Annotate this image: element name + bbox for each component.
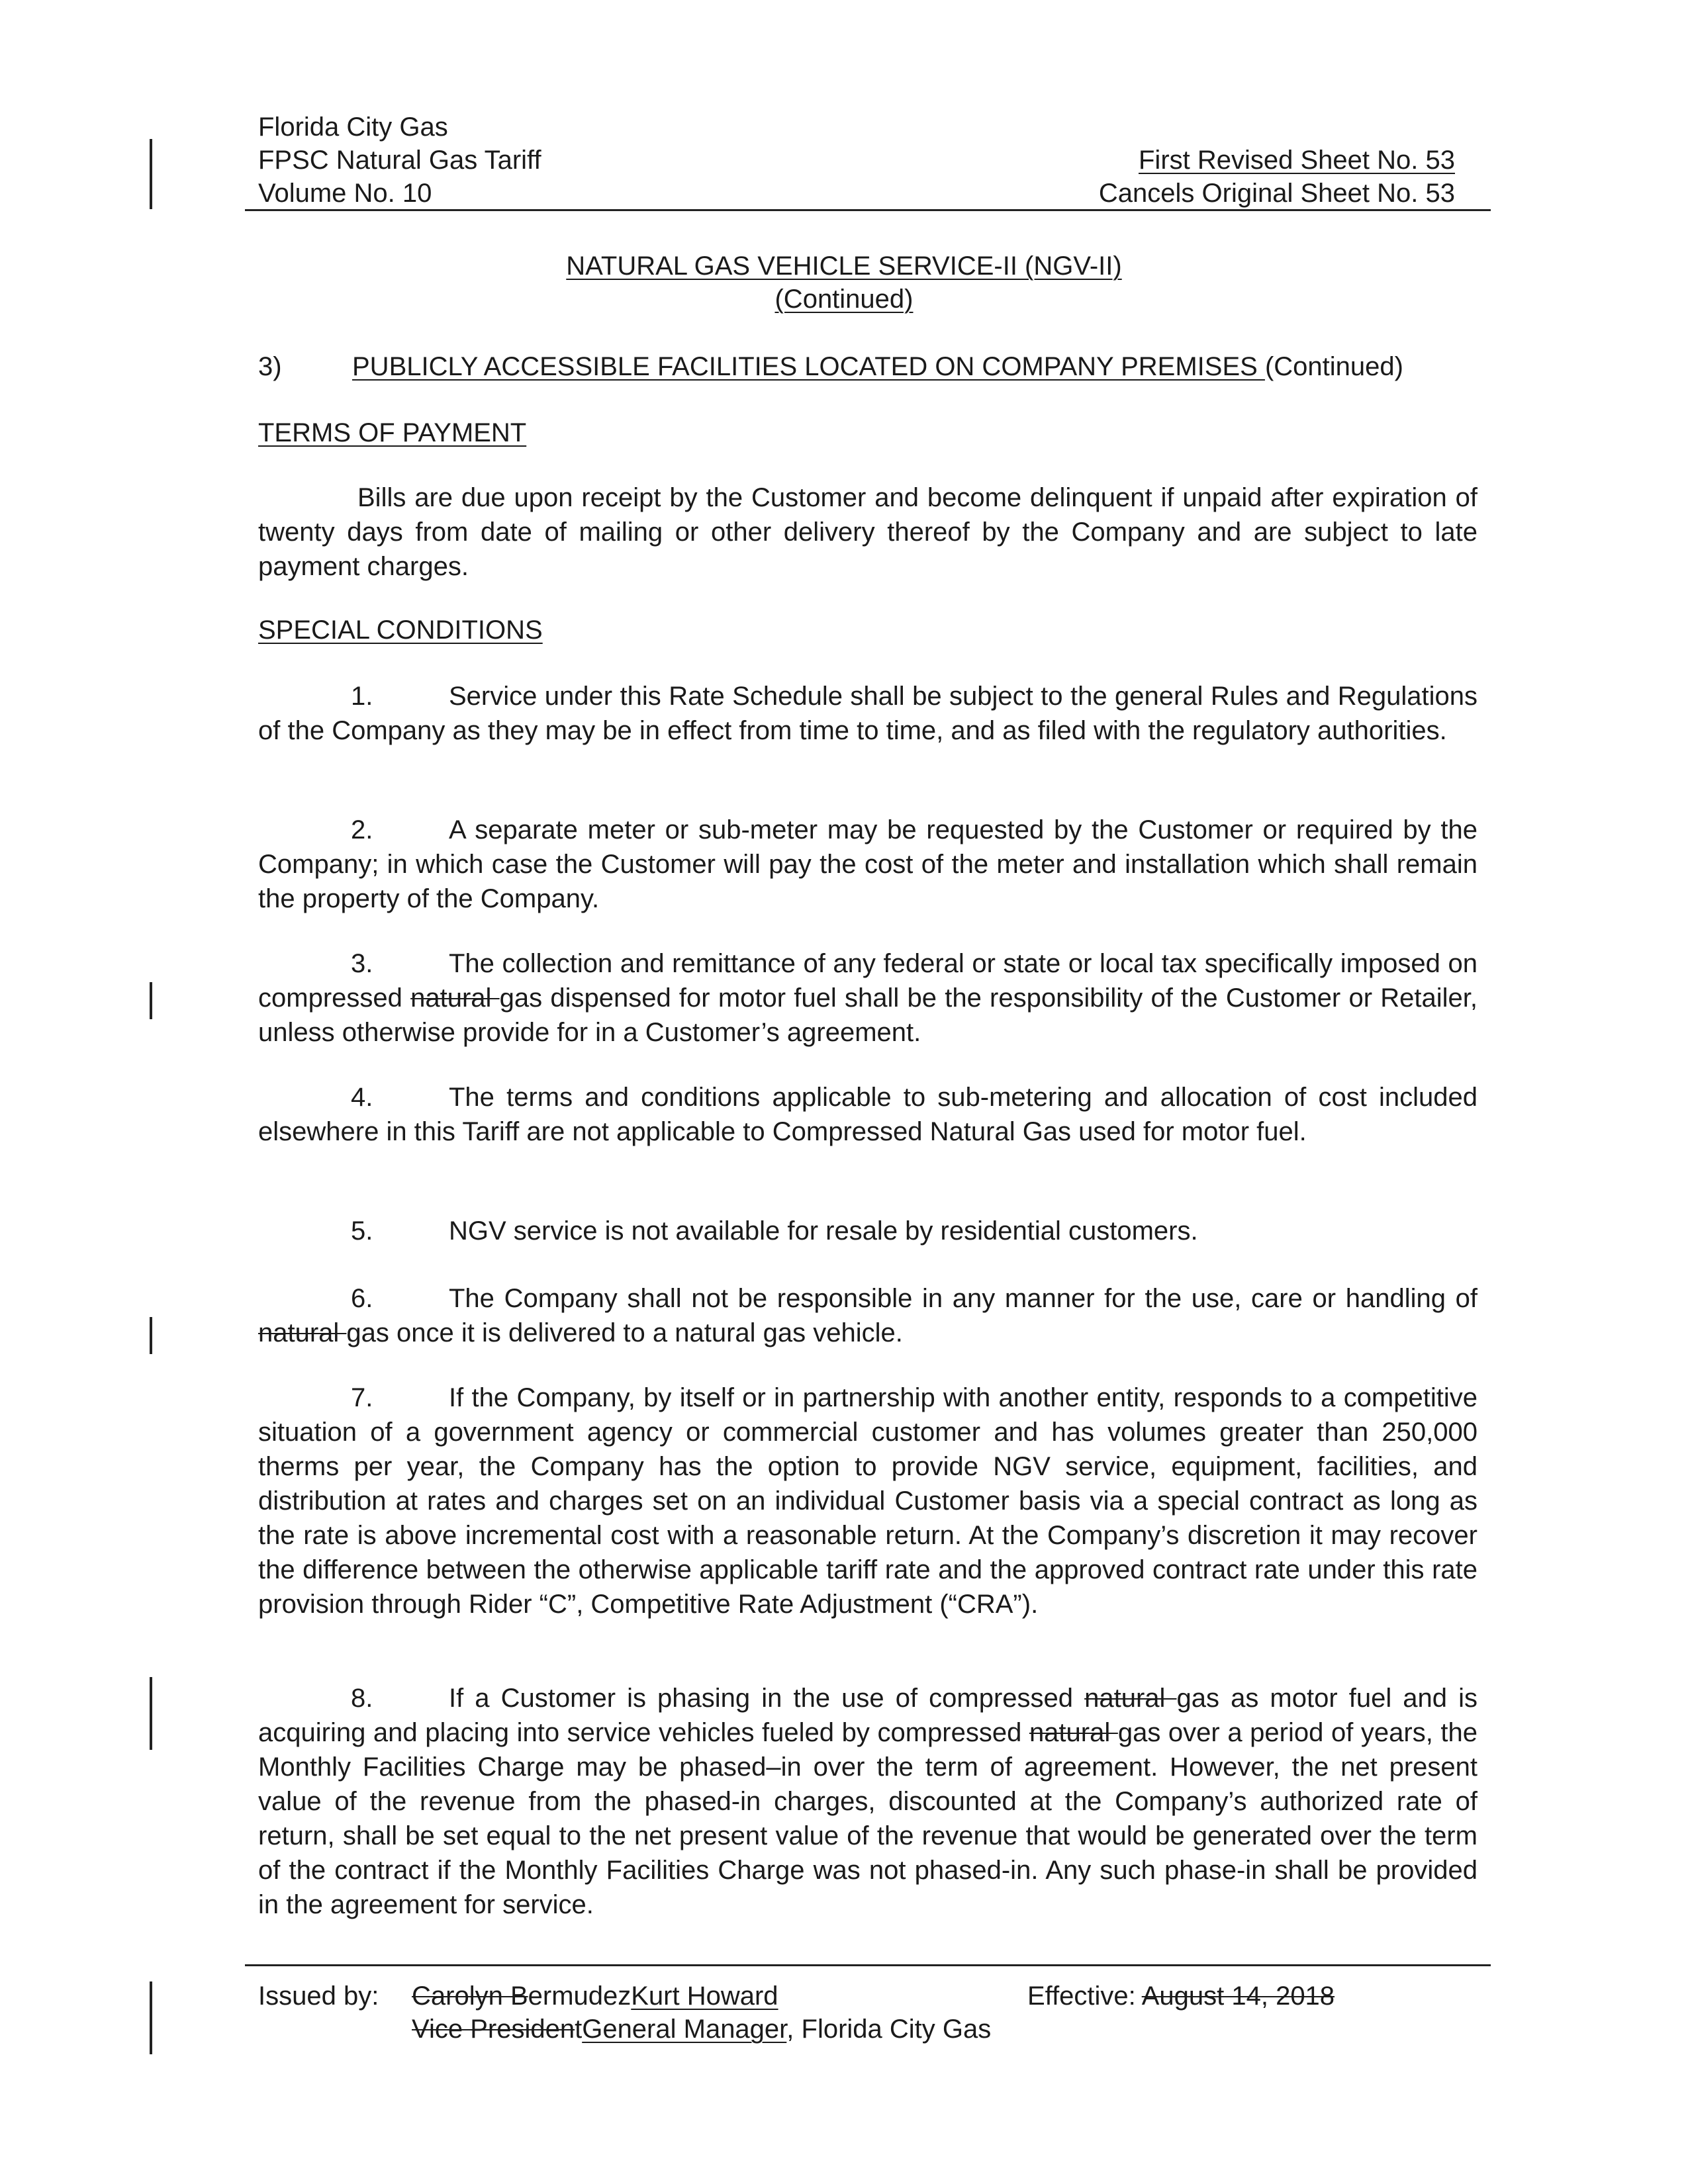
deleted-text: natural	[1084, 1684, 1177, 1713]
revision-bar	[150, 982, 152, 1019]
schedule-title-continued: (Continued)	[774, 285, 914, 314]
section-heading-text: PUBLICLY ACCESSIBLE FACILITIES LOCATED ON COMPANY PREMISES	[352, 352, 1265, 381]
section-number: 3)	[258, 352, 282, 381]
revision-bar	[150, 139, 152, 209]
schedule-title: NATURAL GAS VEHICLE SERVICE-II (NGV-II)	[566, 251, 1122, 281]
condition-4: 4. The terms and conditions applicable to sub-metering and allocation of cost included elsewhere in this Tariff are not applicable to Compressed Natural Gas used for motor fuel.	[258, 1083, 1477, 1146]
header-rule	[245, 209, 1491, 211]
header-company: Florida City Gas	[258, 113, 448, 142]
header-tariff: FPSC Natural Gas Tariff	[258, 146, 541, 175]
issuer-name: Carolyn BermudezKurt Howard	[412, 1981, 778, 2011]
condition-6: 6. The Company shall not be responsible in any manner for the use, care or handling of natural gas once it is delivered to a natural gas vehicle.	[258, 1284, 1477, 1347]
deleted-text: natural	[258, 1318, 347, 1347]
condition-5: 5. NGV service is not available for resale by residential customers.	[351, 1216, 1198, 1246]
deleted-text: natural	[1029, 1718, 1118, 1747]
condition-8: 8. If a Customer is phasing in the use of compressed natural gas as motor fuel and is acquiring and placing into service vehicles fueled by compressed natural gas over a period of years, the Monthly Facilities Charge may be phased–in over the term of agreement. However, the net present value of the revenue from the phased-in charges, discounted at the Company’s authorized rate of return, shall be set equal to the net present value of the revenue that would be generated over the term of the contract if the Monthly Facilities Charge was not phased-in. Any such phase-in shall be provided in the agreement for service.	[258, 1684, 1478, 1919]
condition-7: 7. If the Company, by itself or in partnership with another entity, responds to a competitive situation of a government agency or commercial customer and has volumes greater than 250,000 therms per year, the Company has the option to provide NGV service, equipment, facilities, and distribution at rates and charges set on an individual Customer basis via a special contract as long as the rate is above incremental cost with a reasonable return. At the Company’s discretion it may recover the difference between the otherwise applicable tariff rate and the approved contract rate under this rate provision through Rider “C”, Competitive Rate Adjustment (“CRA”).	[258, 1383, 1477, 1619]
revision-bar	[150, 1981, 152, 2054]
header-volume: Volume No. 10	[258, 179, 432, 208]
condition-1: 1. Service under this Rate Schedule shall be subject to the general Rules and Regulations of the Company as they may be in effect from time to time, and as filed with the regulatory authorities.	[258, 682, 1477, 745]
header-sheet-number: First Revised Sheet No. 53	[1139, 146, 1455, 175]
section-heading-suffix: (Continued)	[1264, 352, 1403, 381]
issued-by-label: Issued by:	[258, 1981, 379, 2011]
header-cancels-sheet: Cancels Original Sheet No. 53	[1098, 179, 1455, 208]
section-heading	[352, 349, 1403, 384]
issuer-title: Vice PresidentGeneral Manager, Florida City Gas	[412, 2015, 992, 2044]
deleted-text: natural	[410, 983, 500, 1013]
footer-rule	[245, 1964, 1491, 1966]
terms-heading: TERMS OF PAYMENT	[258, 418, 527, 447]
revision-bar	[150, 1317, 152, 1354]
condition-2: 2. A separate meter or sub-meter may be requested by the Customer or required by the Company; in which case the Customer will pay the cost of the meter and installation which shall remain the property of the Company.	[258, 815, 1477, 913]
terms-body: Bills are due upon receipt by the Customer and become delinquent if unpaid after expiration of twenty days from date of mailing or other delivery thereof by the Company and are subject to late payment charges.	[258, 483, 1477, 581]
special-conditions-heading: SPECIAL CONDITIONS	[258, 615, 543, 645]
effective-date: Effective: August 14, 2018	[1027, 1981, 1335, 2011]
revision-bar	[150, 1677, 152, 1750]
condition-3: 3. The collection and remittance of any federal or state or local tax specifically imposed on compressed natural gas dispensed for motor fuel shall be the responsibility of the Customer or Retailer, unless otherwise provide for in a Customer’s agreement.	[258, 949, 1478, 1047]
